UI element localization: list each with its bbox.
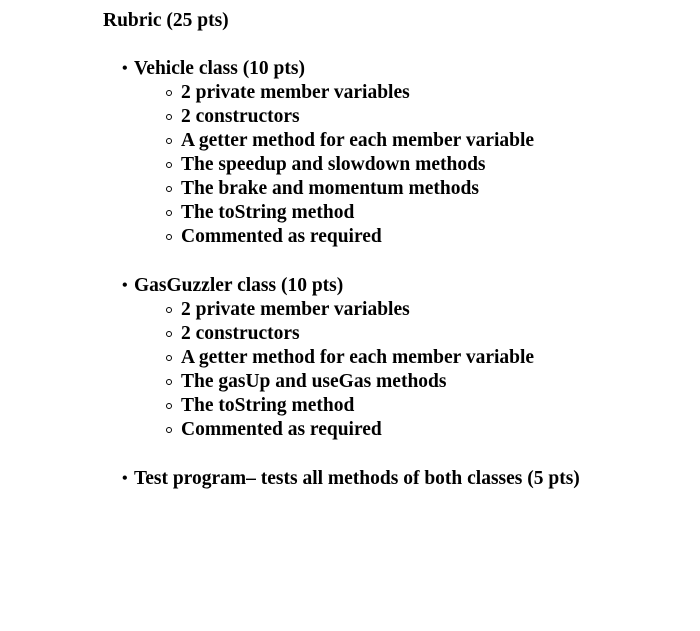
criterion-item [122,346,592,370]
criterion-text: 2 constructors [181,323,300,344]
bullet-icon: • [122,470,128,487]
section-heading-text: GasGuzzler class (10 pts) [134,275,344,296]
section-heading [122,467,592,491]
section-gasguzzler-class [122,274,592,442]
criterion-text: Commented as required [181,226,382,247]
circle-bullet-icon [166,427,172,433]
criterion-text: The toString method [181,202,355,223]
criterion-text: 2 constructors [181,106,300,127]
circle-bullet-icon [166,355,172,361]
criterion-item [122,105,592,129]
criterion-text: The toString method [181,395,355,416]
section-heading [122,274,592,298]
criterion-text: 2 private member variables [181,82,410,103]
circle-bullet-icon [166,138,172,144]
criterion-text: Commented as required [181,419,382,440]
criterion-text: A getter method for each member variable [181,130,535,151]
criterion-item [122,370,592,394]
criteria-list [122,81,592,249]
criterion-text: 2 private member variables [181,299,410,320]
circle-bullet-icon [166,331,172,337]
circle-bullet-icon [166,403,172,409]
section-heading [122,57,592,81]
section-heading-text: Vehicle class (10 pts) [134,58,305,79]
bullet-icon: • [122,277,128,294]
section-test-program [122,467,592,491]
criterion-text: A getter method for each member variable [181,347,535,368]
criteria-list [122,298,592,442]
rubric-title: Rubric (25 pts) [103,10,229,31]
circle-bullet-icon [166,379,172,385]
criterion-item [122,201,592,225]
criterion-text: The brake and momentum methods [181,178,479,199]
section-vehicle-class [122,57,592,249]
criterion-item [122,129,592,153]
bullet-icon: • [122,60,128,77]
criterion-item [122,177,592,201]
circle-bullet-icon [166,234,172,240]
circle-bullet-icon [166,114,172,120]
criterion-item [122,322,592,346]
criterion-item [122,298,592,322]
circle-bullet-icon [166,162,172,168]
circle-bullet-icon [166,210,172,216]
section-heading-text: Test program– tests all methods of both classes (5 pts) [134,468,580,489]
circle-bullet-icon [166,90,172,96]
criterion-item [122,225,592,249]
circle-bullet-icon [166,307,172,313]
circle-bullet-icon [166,186,172,192]
criterion-item [122,153,592,177]
criterion-text: The speedup and slowdown methods [181,154,486,175]
criterion-text: The gasUp and useGas methods [181,371,447,392]
criterion-item [122,394,592,418]
criterion-item [122,81,592,105]
criterion-item [122,418,592,442]
